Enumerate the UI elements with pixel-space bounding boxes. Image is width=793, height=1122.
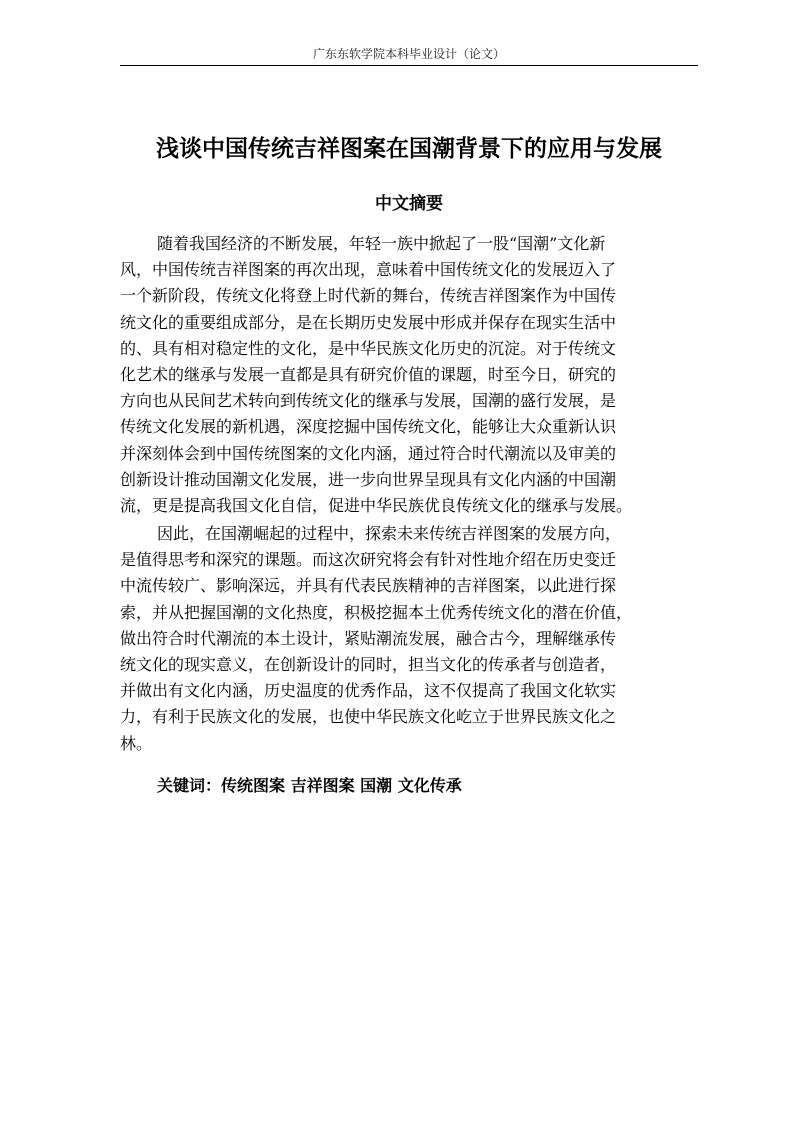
abstract-paragraph-2 [120, 521, 710, 757]
abstract-paragraph-1 [120, 231, 710, 519]
paragraph-line: 因此，在国潮崛起的过程中，探索未来传统吉祥图案的发展方向， [157, 524, 622, 543]
abstract-heading: 中文摘要 [375, 194, 443, 214]
paragraph-line: 的、具有相对稳定性的文化，是中华民族文化历史的沉淀。对于传统文 [120, 338, 617, 358]
header-divider [120, 65, 698, 66]
page-header: 广东东软学院本科毕业设计（论文） [312, 47, 505, 61]
paragraph-line: 中流传较广、影响深远，并具有代表民族精神的吉祥图案，以此进行探 [120, 576, 617, 596]
paragraph-line: 统文化的现实意义，在创新设计的同时，担当文化的传承者与创造者， [120, 655, 617, 675]
keywords-line: 关键词：传统图案 吉祥图案 国潮 文化传承 [157, 776, 462, 795]
paragraph-line: 化艺术的继承与发展一直都是具有研究价值的课题，时至今日，研究的 [120, 365, 617, 385]
paragraph-line: 力，有利于民族文化的发展，也使中华民族文化屹立于世界民族文化之 [120, 707, 617, 727]
paragraph-line: 创新设计推动国潮文化发展，进一步向世界呈现具有文化内涵的中国潮 [120, 469, 617, 489]
paragraph-line: 随着我国经济的不断发展，年轻一族中掀起了一股“国潮”文化新 [157, 234, 606, 253]
paragraph-line: 一个新阶段，传统文化将登上时代新的舞台，传统吉祥图案作为中国传 [120, 286, 617, 306]
paragraph-line: 统文化的重要组成部分，是在长期历史发展中形成并保存在现实生活中 [120, 312, 617, 332]
paragraph-line: 索，并从把握国潮的文化热度，积极挖掘本土优秀传统文化的潜在价值， [120, 602, 633, 622]
paragraph-line: 风，中国传统吉祥图案的再次出现，意味着中国传统文化的发展迈入了 [120, 260, 617, 280]
paragraph-line: 做出符合时代潮流的本土设计，紧贴潮流发展，融合古今，理解继承传 [120, 628, 617, 648]
paragraph-line: 方向也从民间艺术转向到传统文化的继承与发展，国潮的盛行发展，是 [120, 391, 617, 411]
paragraph-line: 是值得思考和深究的课题。而这次研究将会有针对性地介绍在历史变迁 [120, 550, 617, 570]
paragraph-line: 流，更是提高我国文化自信，促进中华民族优良传统文化的继承与发展。 [120, 496, 633, 516]
paragraph-line: 并深刻体会到中国传统图案的文化内涵，通过符合时代潮流以及审美的 [120, 443, 617, 463]
document-title: 浅谈中国传统吉祥图案在国潮背景下的应用与发展 [156, 136, 662, 162]
paragraph-line: 并做出有文化内涵，历史温度的优秀作品，这不仅提高了我国文化软实 [120, 681, 617, 701]
paragraph-line: 传统文化发展的新机遇，深度挖掘中国传统文化，能够让大众重新认识 [120, 417, 617, 437]
paragraph-line: 林。 [120, 733, 153, 753]
